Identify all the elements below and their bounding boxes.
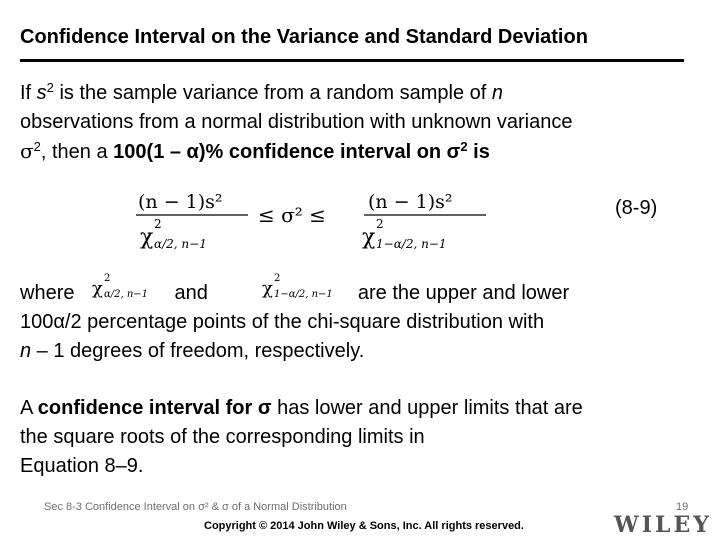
wiley-logo: WILEY: [614, 512, 712, 538]
footer-section-label: Sec 8-3 Confidence Interval on σ² & σ of a Normal Distribution: [44, 501, 347, 513]
page-number: 19: [676, 501, 689, 513]
text: A: [20, 397, 38, 419]
chi-superscript: 2: [274, 273, 281, 284]
text: where: [20, 282, 75, 304]
superscript: 2: [46, 80, 54, 95]
sd-line-3: Equation 8–9.: [20, 455, 144, 477]
sd-line-2: the square roots of the corresponding limits in: [20, 426, 425, 448]
chi-superscript: 2: [104, 273, 111, 284]
text: – 1 degrees of freedom, respectively.: [31, 340, 365, 362]
right-chi: χ: [362, 225, 376, 250]
text: has lower and upper limits that are: [271, 397, 583, 419]
right-chi-superscript: 2: [376, 217, 384, 231]
slide-title: Confidence Interval on the Variance and Standard Deviation: [20, 26, 588, 48]
inequality: ≤ σ² ≤: [258, 203, 326, 227]
title-underline: [20, 59, 684, 62]
where-line-3: [20, 337, 569, 366]
left-numerator: (n − 1)s²: [138, 191, 223, 213]
ci-bold-phrase: 100(1 – α)% confidence interval on σ: [113, 141, 461, 163]
chi-subscript: α/2, n−1: [104, 289, 149, 300]
text: If: [20, 82, 37, 104]
inline-chi-upper: [92, 270, 192, 302]
superscript: 2: [33, 139, 41, 154]
symbol-n: n: [491, 82, 503, 104]
variance-ci-equation: [130, 188, 510, 254]
footer-copyright: Copyright © 2014 John Wiley & Sons, Inc. All rights reserved.: [204, 520, 524, 532]
chi-subscript: 1−α/2, n−1: [274, 289, 333, 300]
left-chi-subscript: α/2, n−1: [154, 237, 207, 251]
where-line-2: 100α/2 percentage points of the chi-square distribution with: [20, 311, 545, 333]
symbol-s: s: [36, 82, 47, 104]
equation-number: (8-9): [615, 197, 658, 219]
symbol-sigma: σ: [20, 139, 34, 163]
text: are the upper and lower: [357, 282, 570, 304]
text: is the sample variance from a random sample of: [53, 82, 492, 104]
sd-bold-phrase: confidence interval for σ: [37, 397, 272, 419]
intro-paragraph: [20, 79, 573, 167]
symbol-n: n: [20, 340, 32, 362]
text: is: [467, 141, 490, 163]
intro-line-1: [20, 79, 573, 108]
chi-symbol: χ: [92, 278, 103, 299]
right-chi-subscript: 1−α/2, n−1: [376, 237, 447, 251]
intro-line-3: [20, 137, 573, 167]
intro-line-2: observations from a normal distribution with unknown variance: [20, 111, 573, 133]
left-chi: χ: [140, 225, 154, 250]
text: , then a: [40, 141, 114, 163]
sd-line-1: [20, 394, 583, 423]
chi-symbol: χ: [262, 278, 273, 299]
right-numerator: (n − 1)s²: [368, 191, 453, 213]
sd-paragraph: [20, 394, 583, 481]
text: and: [174, 282, 208, 304]
left-chi-superscript: 2: [154, 217, 162, 231]
superscript: 2: [460, 139, 468, 154]
inline-chi-lower: [262, 270, 372, 302]
